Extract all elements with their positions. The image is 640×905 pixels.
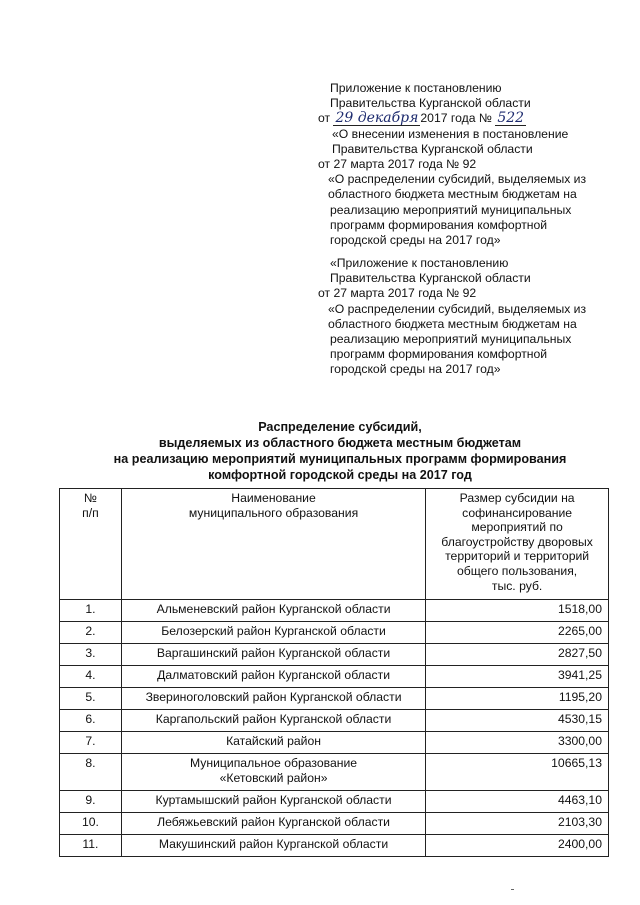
- annex-line: программ формирования комфортной: [330, 217, 548, 232]
- row-amount: 2827,50: [426, 644, 609, 666]
- row-amount: 3300,00: [426, 732, 609, 754]
- annex-line: Правительства Курганской области: [330, 271, 531, 286]
- handwritten-number: 522: [497, 110, 525, 127]
- annex-line: городской среды на 2017 год»: [330, 362, 501, 377]
- annex-line: областного бюджета местным бюджетам на: [328, 316, 577, 331]
- row-municipality: Муниципальное образование «Кетовский район»: [121, 754, 425, 791]
- table-row: [60, 732, 609, 754]
- row-amount: 3941,25: [426, 666, 609, 688]
- table-row: [60, 622, 609, 644]
- annex-line: от 27 марта 2017 года № 92: [318, 157, 477, 172]
- row-number: 9.: [60, 791, 122, 813]
- row-number: 11.: [60, 835, 122, 857]
- annex-line: реализацию мероприятий муниципальных: [330, 332, 572, 347]
- annex-line: Приложение к постановлению: [330, 81, 502, 95]
- table-header-row: [60, 489, 609, 600]
- row-municipality: Катайский район: [121, 732, 425, 754]
- row-amount: 1195,20: [426, 688, 609, 710]
- header-subsidy-amount: Размер субсидии на софинансирование мероприятий по благоустройству дворовых территорий и территорий общего пользования, тыс. руб.: [426, 489, 609, 600]
- row-amount: 4463,10: [426, 791, 609, 813]
- document-title: [60, 419, 620, 483]
- header-municipality: Наименование муниципального образования: [121, 489, 425, 600]
- table-row: [60, 666, 609, 688]
- row-municipality: Каргапольский район Курганской области: [121, 710, 425, 732]
- scan-speck: [511, 889, 514, 890]
- row-municipality: Белозерский район Курганской области: [121, 622, 425, 644]
- row-number: 8.: [60, 754, 122, 791]
- annex-line: Правительства Курганской области: [332, 141, 533, 156]
- annex-line: «О распределении субсидий, выделяемых из: [328, 301, 587, 316]
- row-amount: 2265,00: [426, 622, 609, 644]
- table-row: [60, 791, 609, 813]
- title-line: на реализацию мероприятий муниципальных программ формирования: [113, 452, 567, 466]
- annex-line: областного бюджета местным бюджетам на: [328, 187, 577, 202]
- row-number: 10.: [60, 813, 122, 835]
- title-line: комфортной городской среды на 2017 год: [208, 468, 472, 482]
- row-municipality: Варгашинский район Курганской области: [121, 644, 425, 666]
- row-municipality: Далматовский район Курганской области: [121, 666, 425, 688]
- date-prefix: от: [318, 111, 331, 126]
- subsidies-table: [59, 488, 609, 857]
- handwritten-date: 29 декабря: [335, 110, 419, 127]
- row-municipality: Альменевский район Курганской области: [121, 600, 425, 622]
- annex-date-line: [318, 111, 618, 126]
- annex-line: Правительства Курганской области: [330, 96, 531, 111]
- row-number: 4.: [60, 666, 122, 688]
- annex-line: «Приложение к постановлению: [330, 256, 509, 270]
- row-amount: 1518,00: [426, 600, 609, 622]
- row-number: 1.: [60, 600, 122, 622]
- row-amount: 4530,15: [426, 710, 609, 732]
- annex-line: городской среды на 2017 год»: [330, 233, 501, 248]
- table-row: [60, 710, 609, 732]
- table-row: [60, 644, 609, 666]
- row-number: 7.: [60, 732, 122, 754]
- table-row: [60, 600, 609, 622]
- table-row: [60, 754, 609, 791]
- row-municipality: Звериноголовский район Курганской области: [121, 688, 425, 710]
- row-municipality: Макушинский район Курганской области: [121, 835, 425, 857]
- date-suffix: 2017 года №: [420, 111, 492, 126]
- table-row: [60, 813, 609, 835]
- annex-line: программ формирования комфортной: [330, 347, 548, 362]
- table-row: [60, 688, 609, 710]
- row-number: 3.: [60, 644, 122, 666]
- annex-line: реализацию мероприятий муниципальных: [330, 202, 572, 217]
- row-municipality: Лебяжьевский район Курганской области: [121, 813, 425, 835]
- row-number: 2.: [60, 622, 122, 644]
- annex-header: [318, 81, 618, 248]
- row-number: 5.: [60, 688, 122, 710]
- annex-line: «О распределении субсидий, выделяемых из: [328, 172, 587, 187]
- annex-line: от 27 марта 2017 года № 92: [318, 286, 477, 301]
- row-amount: 10665,13: [426, 754, 609, 791]
- row-amount: 2400,00: [426, 835, 609, 857]
- header-number: № п/п: [60, 489, 122, 600]
- row-municipality: Куртамышский район Курганской области: [121, 791, 425, 813]
- row-number: 6.: [60, 710, 122, 732]
- annex-quote: [318, 256, 618, 378]
- title-line: выделяемых из областного бюджета местным бюджетам: [158, 436, 522, 450]
- title-line: Распределение субсидий,: [258, 420, 422, 434]
- row-amount: 2103,30: [426, 813, 609, 835]
- table-row: [60, 835, 609, 857]
- annex-line: «О внесении изменения в постановление: [332, 126, 569, 141]
